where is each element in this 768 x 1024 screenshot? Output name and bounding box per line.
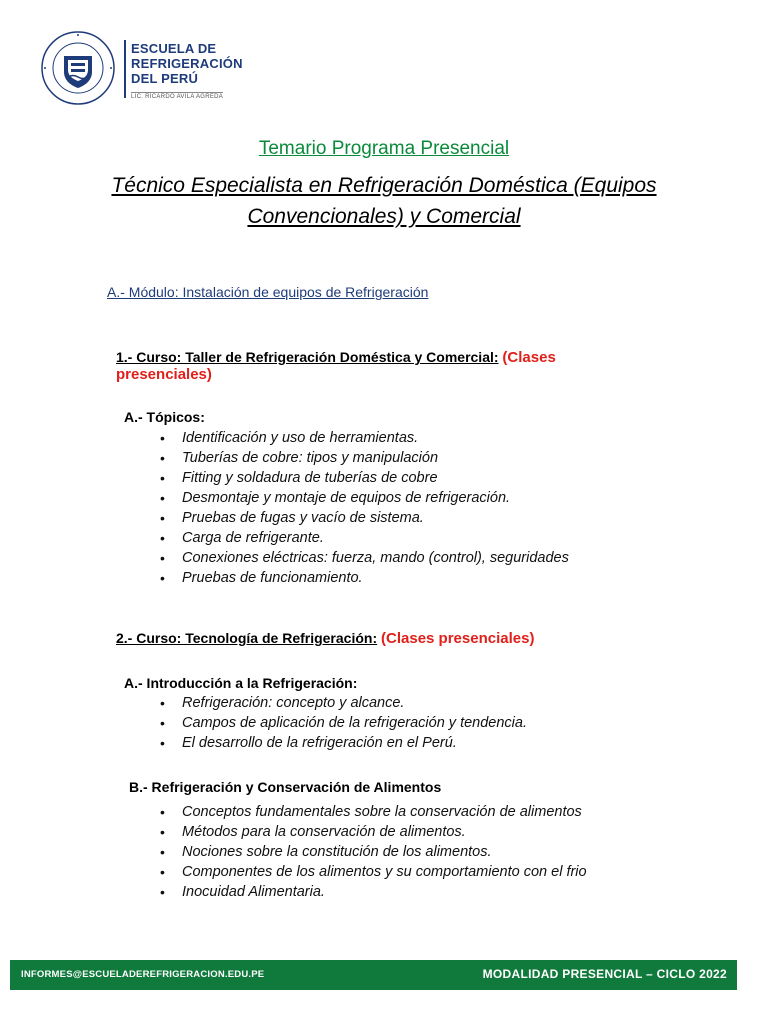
list-item: • Métodos para la conservación de alimentos. [160,822,740,842]
list-item: • Componentes de los alimentos y su comportamiento con el frio [160,862,740,882]
logo-line-3: DEL PERÚ [131,71,199,86]
list-item: • Pruebas de fugas y vacío de sistema. [160,508,720,528]
list-item: • Pruebas de funcionamiento. [160,568,720,588]
course-2-topic-a-title: A.- Introducción a la Refrigeración: [124,675,358,691]
course-2-title: 2.- Curso: Tecnología de Refrigeración: [116,630,378,646]
logo-divider [124,40,126,98]
list-item: • Campos de aplicación de la refrigeración y tendencia. [160,713,720,733]
list-item: • Tuberías de cobre: tipos y manipulación [160,448,720,468]
course-2-topic-a-list [160,693,720,753]
logo-line-1: ESCUELA DE [131,41,217,56]
list-item: • Carga de refrigerante. [160,528,720,548]
course-1-topic-a-list [160,428,720,588]
course-2-mode: (Clases presenciales) [381,630,535,647]
course-2-heading [116,630,676,647]
list-item: • Refrigeración: concepto y alcance. [160,693,720,713]
list-item: • El desarrollo de la refrigeración en el Perú. [160,733,720,753]
program-heading [0,138,768,160]
course-2-topic-b-title: B.- Refrigeración y Conservación de Alimentos [129,779,442,795]
list-item: • Fitting y soldadura de tuberías de cobre [160,468,720,488]
course-2-topic-b-list [160,802,740,902]
program-heading-text: Temario Programa Presencial [258,138,510,159]
list-item: • Conexiones eléctricas: fuerza, mando (control), seguridades [160,548,720,568]
list-item: • Conceptos fundamentales sobre la conservación de alimentos [160,802,740,822]
course-1-title: 1.- Curso: Taller de Refrigeración Doméstica y Comercial: [116,349,499,365]
list-item: • Desmontaje y montaje de equipos de refrigeración. [160,488,720,508]
footer-mode: MODALIDAD PRESENCIAL – CICLO 2022 [482,967,727,981]
list-item: • Inocuidad Alimentaria. [160,882,740,902]
list-item: • Identificación y uso de herramientas. [160,428,720,448]
course-1-heading [116,349,636,383]
module-title: A.- Módulo: Instalación de equipos de Refrigeración [107,284,429,300]
footer-email: INFORMES@ESCUELADEREFRIGERACION.EDU.PE [21,969,265,980]
course-1-mode: (Clases presenciales) [116,349,556,383]
footer-bar [10,960,737,990]
program-title: Técnico Especialista en Refrigeración Doméstica (Equipos Convencionales) y Comercial [111,174,657,228]
school-seal-icon [40,30,116,106]
list-item: • Nociones sobre la constitución de los alimentos. [160,842,740,862]
school-logo [40,30,243,105]
course-1-topic-a-title: A.- Tópicos: [124,409,205,425]
logo-subtitle: LIC. RICARDO AVILA AGREDA [131,94,224,100]
logo-line-2: REFRIGERACIÓN [131,56,243,71]
